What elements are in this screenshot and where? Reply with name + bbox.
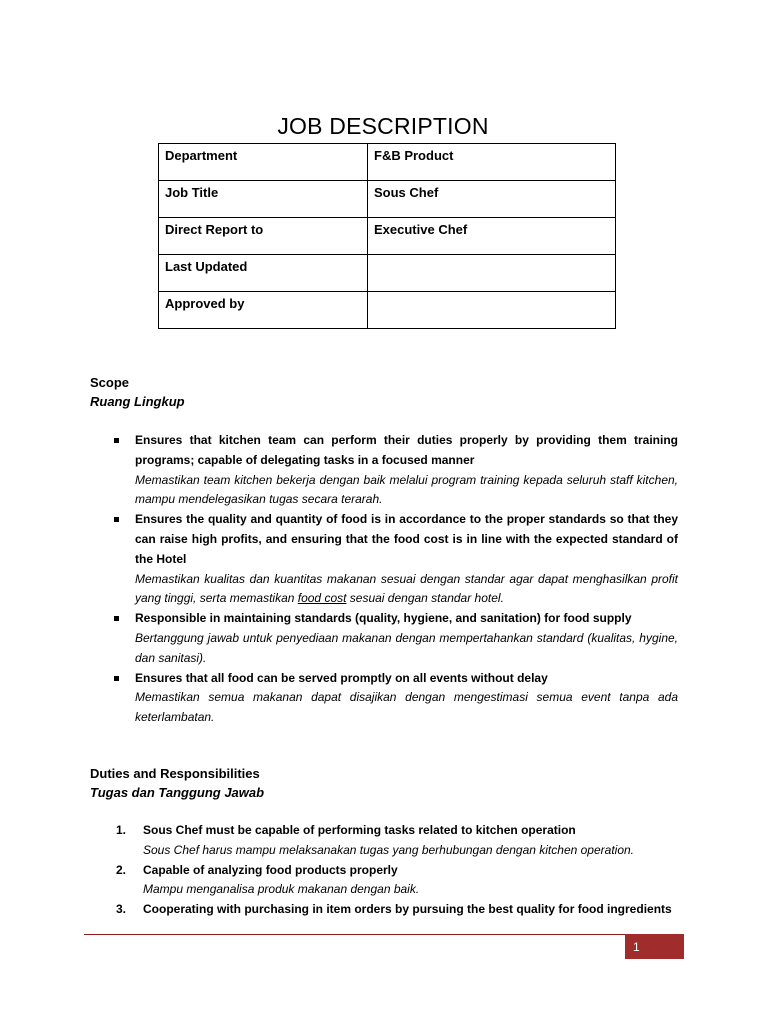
item-number: 3. [116,902,127,917]
table-row [159,218,616,255]
item-indonesian: Memastikan team kitchen bekerja dengan baik melalui program training kepada seluruh staff kitchen, mampu mendelegasikan tugas secara terarah. [135,472,678,507]
table-row [159,255,616,292]
item-english: Ensures the quality and quantity of food is in accordance to the proper standards so that they can raise high profits, and ensuring that the food cost is in line with the expected standard of the Hotel [135,512,678,566]
bullet-icon [114,438,119,443]
table-value: F&B Product [368,144,616,181]
item-english: Responsible in maintaining standards (quality, hygiene, and sanitation) for food supply [135,611,632,626]
item-indonesian-text: Memastikan kualitas dan kuantitas makanan sesuai dengan standar agar dapat menghasilkan profit yang tinggi, serta memastikan [135,571,678,606]
table-value: Sous Chef [368,181,616,218]
page-number: 1 [625,934,684,959]
duties-list [116,821,676,920]
table-row [159,292,616,329]
bullet-icon [114,676,119,681]
table-row [159,144,616,181]
table-label: Job Title [159,181,368,218]
info-table [158,143,616,329]
scope-subheading: Ruang Lingkup [90,394,185,409]
item-indonesian: Bertanggung jawab untuk penyediaan makanan dengan mempertahankan standard (kualitas, hygine, dan sanitasi). [135,630,678,665]
list-item [110,510,678,609]
underlined-term: food cost [297,591,347,606]
item-english: Sous Chef must be capable of performing tasks related to kitchen operation [143,823,576,837]
footer-divider [84,934,684,935]
list-item [110,669,678,728]
table-value [368,292,616,329]
table-row [159,181,616,218]
item-indonesian: Mampu menganalisa produk makanan dengan baik. [143,882,420,897]
list-item [116,861,676,901]
table-value [368,255,616,292]
table-label: Approved by [159,292,368,329]
item-english: Capable of analyzing food products properly [143,862,398,877]
table-label: Direct Report to [159,218,368,255]
duties-subheading: Tugas dan Tanggung Jawab [90,785,265,800]
list-item [116,900,676,920]
item-number: 2. [116,862,127,877]
item-number: 1. [116,823,127,837]
item-indonesian: Sous Chef harus mampu melaksanakan tugas yang berhubungan dengan kitchen operation. [143,842,634,857]
bullet-icon [114,517,119,522]
table-label: Department [159,144,368,181]
item-english: Ensures that kitchen team can perform their duties properly by providing them training programs; capable of delegating tasks in a focused manner [135,433,678,467]
page-title: JOB DESCRIPTION [277,113,489,139]
list-item [110,431,678,510]
item-english: Cooperating with purchasing in item orders by pursuing the best quality for food ingredients [143,902,672,917]
scope-heading: Scope [90,375,130,390]
item-english: Ensures that all food can be served promptly on all events without delay [135,670,548,685]
list-item [110,609,678,668]
item-indonesian [135,570,678,610]
item-indonesian-text: sesuai dengan standar hotel. [346,591,504,606]
duties-heading: Duties and Responsibilities [90,766,260,781]
bullet-icon [114,616,119,621]
list-item [116,821,676,861]
item-indonesian: Memastikan semua makanan dapat disajikan dengan mengestimasi semua event tanpa ada keterlambatan. [135,690,678,725]
table-value: Executive Chef [368,218,616,255]
scope-list [110,431,678,728]
table-label: Last Updated [159,255,368,292]
